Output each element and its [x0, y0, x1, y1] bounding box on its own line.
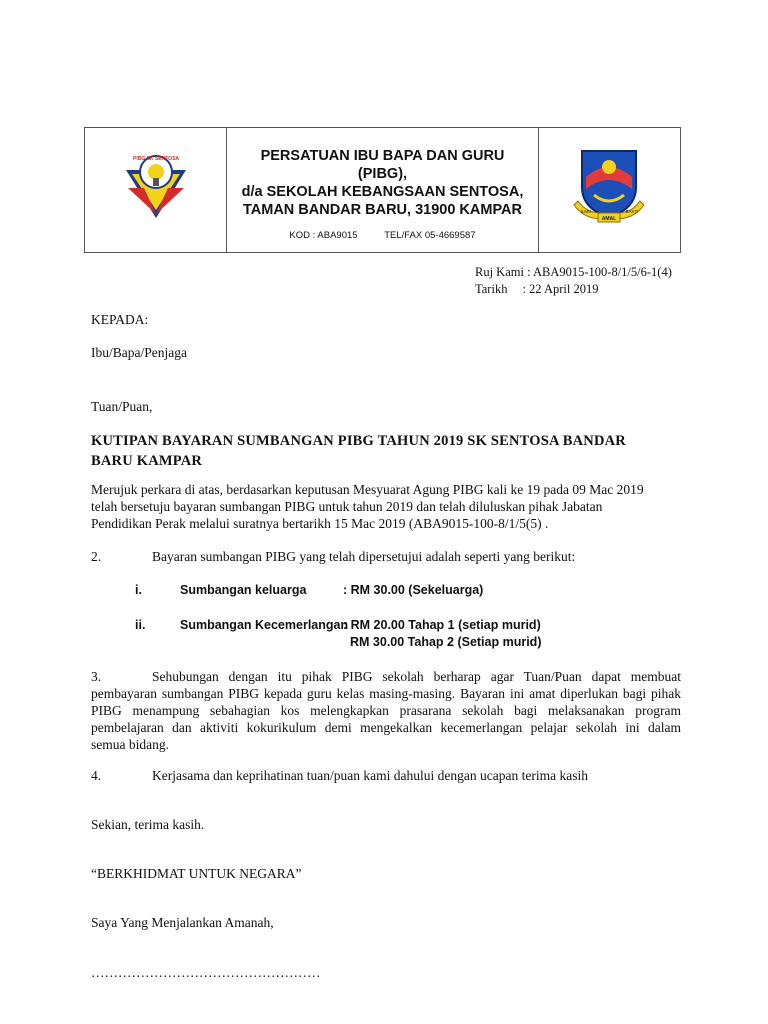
letterhead [84, 127, 681, 253]
para4-text: Kerjasama dan keprihatinan tuan/puan kami dahului dengan ucapan terima kasih [152, 768, 588, 783]
item2-value-1: : RM 20.00 Tahap 1 (setiap murid) [343, 618, 541, 632]
item1-number: i. [135, 583, 142, 597]
kepada-label: KEPADA: [91, 312, 149, 327]
para3-line-2: pembayaran sumbangan PIBG kepada guru kelas masing-masing. Bayaran ini amat diperlukan bagi pihak [91, 686, 681, 701]
letterhead-left-cell [85, 128, 227, 252]
contact-line [227, 230, 538, 241]
org-name [227, 147, 538, 219]
pibg-logo-icon [124, 148, 188, 220]
title-line-1: KUTIPAN BAYARAN SUMBANGAN PIBG TAHUN 2019 SK SENTOSA BANDAR [91, 433, 626, 449]
item1-label: Sumbangan keluarga [180, 583, 307, 597]
school-crest-icon [572, 147, 646, 225]
title-line-2: BARU KAMPAR [91, 453, 203, 469]
org-line-3: d/a SEKOLAH KEBANGSAAN SENTOSA, [241, 184, 524, 200]
motto: “BERKHIDMAT UNTUK NEGARA” [91, 866, 302, 881]
pibg-logo-text: PIBG SK SENTOSA [132, 156, 180, 162]
item2-value-2: RM 30.00 Tahap 2 (Setiap murid) [350, 635, 542, 649]
paragraph-3-body [91, 685, 681, 753]
recipient: Ibu/Bapa/Penjaga [91, 345, 187, 360]
para1-line-1: Merujuk perkara di atas, berdasarkan keputusan Mesyuarat Agung PIBG kali ke 19 pada 09 Mac 2019 [91, 482, 644, 497]
motto-amal: AMAL [601, 216, 617, 222]
letterhead-org-cell [227, 128, 539, 252]
item2-label: Sumbangan Kecemerlangan [180, 618, 349, 632]
letterhead-right-cell [539, 128, 680, 252]
signoff: Saya Yang Menjalankan Amanah, [91, 915, 274, 930]
para3-first-line: Sehubungan dengan itu pihak PIBG sekolah berharap agar Tuan/Puan dapat membuat [152, 669, 681, 684]
date-value: : 22 April 2019 [522, 282, 599, 296]
date-label: Tarikh [475, 282, 508, 296]
closing: Sekian, terima kasih. [91, 817, 205, 832]
para3-line-4: pembelajaran dan aktiviti kokurikulum demi mengekalkan kecemerlangan pelajar sekolah ini dalam [91, 720, 681, 735]
org-line-2: (PIBG), [357, 166, 408, 182]
para3-line-3: PIBG menampung sebahagian kos melengkapkan prasarana sekolah bagi melaksanakan program [91, 703, 681, 718]
signature-line: …………………………………………… [91, 965, 321, 980]
tel-fax: TEL/FAX 05-4669587 [384, 230, 476, 241]
reference-number: Ruj Kami : ABA9015-100-8/1/5/6-1(4) [475, 265, 672, 279]
para4-number: 4. [91, 768, 102, 783]
paragraph-1 [91, 481, 681, 532]
para3-line-5: semua bidang. [91, 737, 169, 752]
reference-block [475, 264, 672, 298]
item2-number: ii. [135, 618, 146, 632]
motto-bakti: BAKTI [625, 209, 639, 214]
para2-text: Bayaran sumbangan PIBG yang telah dipersetujui adalah seperti yang berikut: [152, 549, 576, 564]
para3-number: 3. [91, 669, 102, 684]
org-line-1: PERSATUAN IBU BAPA DAN GURU [260, 148, 505, 164]
salutation: Tuan/Puan, [91, 399, 153, 414]
org-line-4: TAMAN BANDAR BARU, 31900 KAMPAR [242, 202, 522, 218]
date-row [475, 281, 672, 298]
motto-ilmu: ILMU [580, 209, 592, 214]
letter-title [91, 431, 681, 471]
school-code: KOD : ABA9015 [289, 230, 358, 241]
para1-line-3: Pendidikan Perak melalui suratnya bertarikh 15 Mac 2019 (ABA9015-100-8/1/5(5) . [91, 516, 549, 531]
item1-value: : RM 30.00 (Sekeluarga) [343, 583, 484, 597]
para2-number: 2. [91, 549, 102, 564]
para1-line-2: telah bersetuju bayaran sumbangan PIBG untuk tahun 2019 dan telah diluluskan pihak Jabatan [91, 499, 603, 514]
